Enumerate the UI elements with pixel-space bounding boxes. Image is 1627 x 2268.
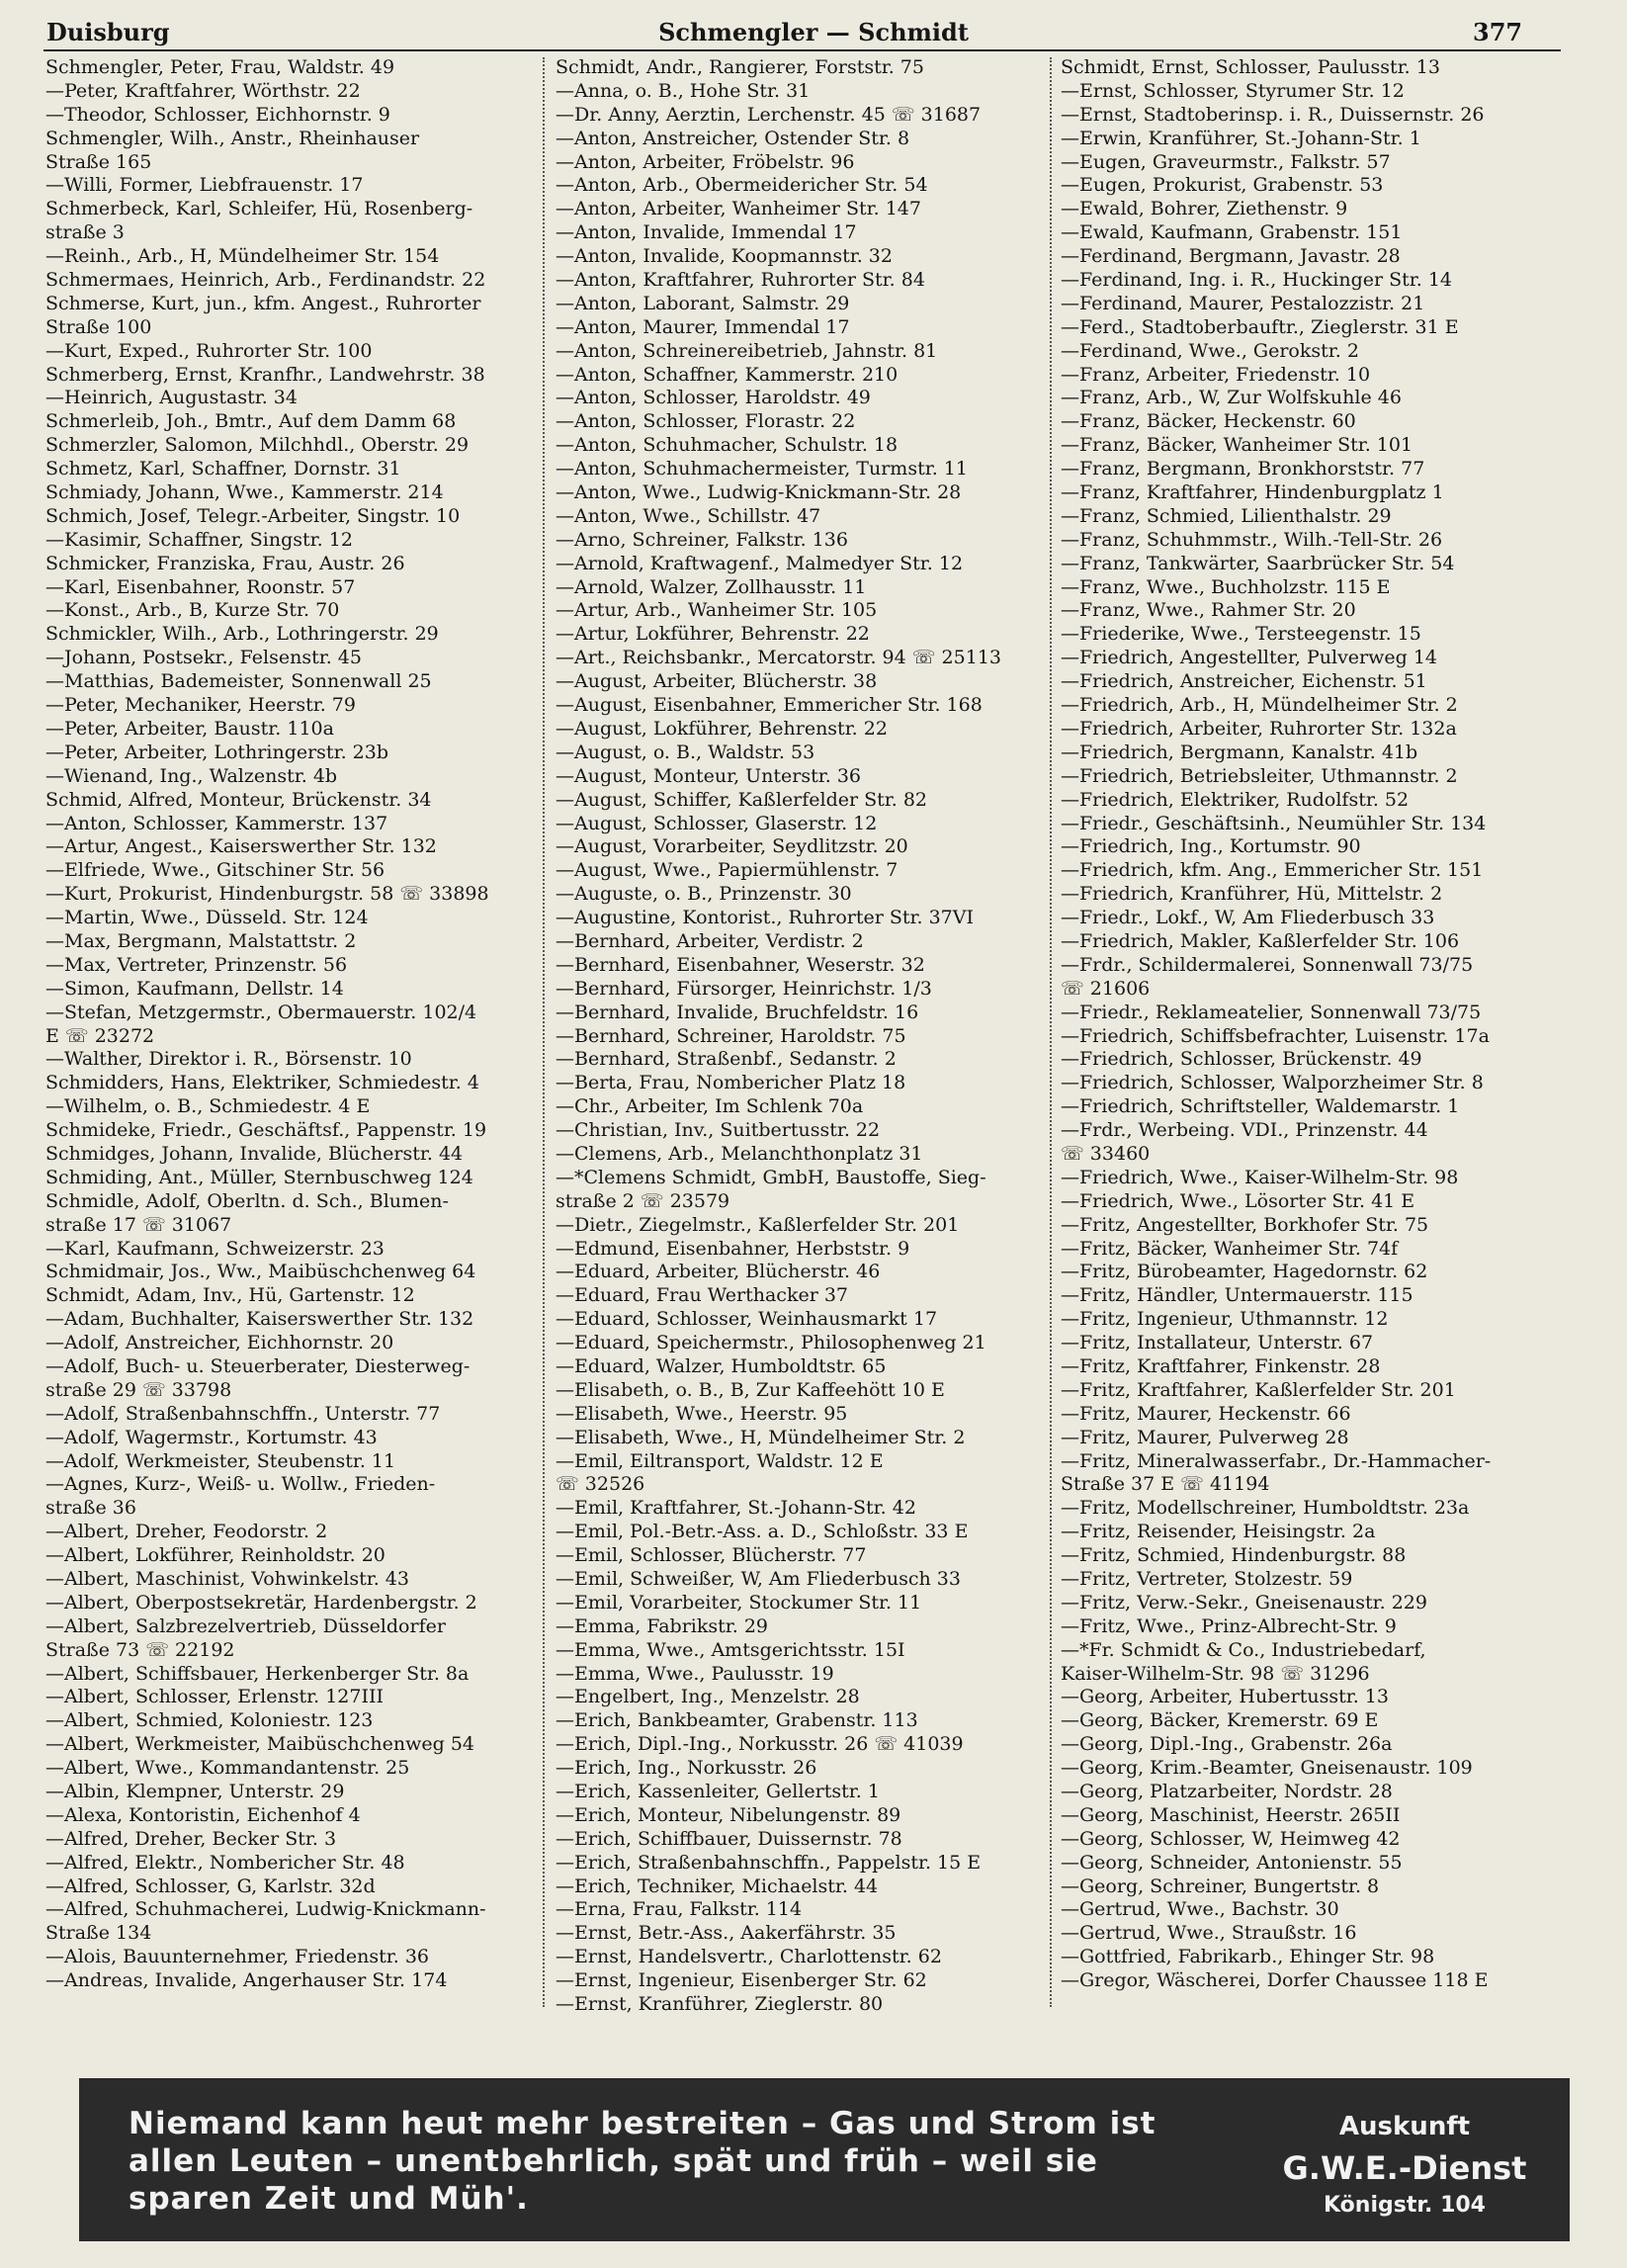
directory-entry: straße 3 (45, 221, 125, 244)
directory-entry: —Emil, Schlosser, Blücherstr. 77 (556, 1544, 867, 1567)
directory-entry: —Alfred, Dreher, Becker Str. 3 (45, 1827, 337, 1850)
directory-entry: —Wienand, Ing., Walzenstr. 4b (45, 764, 338, 787)
directory-entry: straße 29 ☏ 33798 (45, 1378, 232, 1401)
directory-entry: Schmerleib, Joh., Bmtr., Auf dem Damm 68 (45, 410, 457, 433)
directory-entry: —Gottfried, Fabrikarb., Ehinger Str. 98 (1061, 1946, 1435, 1968)
directory-entry: —Erich, Monteur, Nibelungenstr. 89 (556, 1803, 901, 1826)
directory-entry: Schmicker, Franziska, Frau, Austr. 26 (45, 552, 405, 574)
directory-entry: —Albert, Maschinist, Vohwinkelstr. 43 (45, 1568, 409, 1590)
directory-entry: —Franz, Arb., W, Zur Wolfskuhle 46 (1061, 387, 1402, 409)
directory-entry: —Albert, Schiffsbauer, Herkenberger Str. 8a (45, 1662, 470, 1685)
directory-entry: ☏ 33460 (1061, 1142, 1151, 1165)
directory-entry: Schmidle, Adolf, Oberltn. d. Sch., Blumen- (45, 1189, 449, 1212)
ad-slogan-line: allen Leuten – unentbehrlich, spät und früh – weil sie (128, 2143, 1098, 2179)
directory-entry: —August, Monteur, Unterstr. 36 (556, 764, 861, 787)
directory-entry: —Anton, Laborant, Salmstr. 29 (556, 292, 850, 314)
directory-entry: —Fritz, Wwe., Prinz-Albrecht-Str. 9 (1061, 1614, 1397, 1637)
directory-entry: —Friedrich, Schriftsteller, Waldemarstr. 1 (1061, 1095, 1460, 1118)
directory-entry: —August, o. B., Waldstr. 53 (556, 741, 815, 763)
directory-entry: —Alexa, Kontoristin, Eichenhof 4 (45, 1803, 361, 1826)
directory-entry: —Eduard, Arbeiter, Blücherstr. 46 (556, 1261, 881, 1283)
directory-entry: —Bernhard, Eisenbahner, Weserstr. 32 (556, 953, 925, 976)
column-2 (556, 56, 1050, 2017)
directory-entry: —Franz, Schmied, Lilienthalstr. 29 (1061, 504, 1392, 527)
directory-entry: —August, Eisenbahner, Emmericher Str. 168 (556, 694, 983, 717)
directory-entry: —Friedrich, Makler, Kaßlerfelder Str. 106 (1061, 929, 1460, 952)
directory-entry: Schmich, Josef, Telegr.-Arbeiter, Singstr. 10 (45, 504, 461, 527)
directory-entry: —Willi, Former, Liebfrauenstr. 17 (45, 174, 364, 197)
directory-entry: —Georg, Schneider, Antonienstr. 55 (1061, 1851, 1403, 1874)
directory-entry: —Elfriede, Wwe., Gitschiner Str. 56 (45, 859, 385, 882)
directory-entry: —Franz, Bäcker, Wanheimer Str. 101 (1061, 434, 1413, 457)
directory-entry: —Franz, Arbeiter, Friedenstr. 10 (1061, 363, 1371, 386)
directory-entry: —Georg, Dipl.-Ing., Grabenstr. 26a (1061, 1733, 1393, 1756)
directory-entry: —Georg, Platzarbeiter, Nordstr. 28 (1061, 1781, 1393, 1803)
directory-entry: —Erwin, Kranführer, St.-Johann-Str. 1 (1061, 127, 1421, 149)
directory-entry: —Anton, Arbeiter, Wanheimer Str. 147 (556, 198, 921, 220)
directory-entry: —Fritz, Händler, Untermauerstr. 115 (1061, 1284, 1413, 1307)
directory-entry: —Kurt, Prokurist, Hindenburgstr. 58 ☏ 33898 (45, 883, 489, 906)
directory-entry: —Peter, Arbeiter, Baustr. 110a (45, 717, 334, 740)
column-divider (543, 57, 546, 2007)
directory-entry: —Fritz, Kraftfahrer, Kaßlerfelder Str. 201 (1061, 1378, 1456, 1401)
directory-entry: straße 17 ☏ 31067 (45, 1213, 232, 1236)
directory-entry: Schmiding, Ant., Müller, Sternbuschweg 124 (45, 1166, 473, 1188)
directory-entry: —Franz, Kraftfahrer, Hindenburgplatz 1 (1061, 481, 1444, 504)
directory-entry: —Bernhard, Schreiner, Haroldstr. 75 (556, 1024, 906, 1047)
ad-slogan-line: Niemand kann heut mehr bestreiten – Gas und Strom ist (128, 2106, 1156, 2141)
directory-entry: —Arno, Schreiner, Falkstr. 136 (556, 528, 848, 551)
directory-entry: —Adolf, Buch- u. Steuerberater, Diesterweg- (45, 1354, 471, 1377)
directory-entry: Straße 165 (45, 150, 152, 173)
directory-entry: —Anton, Schreinereibetrieb, Jahnstr. 81 (556, 339, 938, 362)
directory-entry: —Friederike, Wwe., Tersteegenstr. 15 (1061, 623, 1421, 646)
directory-entry: —Emma, Wwe., Paulusstr. 19 (556, 1662, 834, 1685)
directory-entry: —Eduard, Speichermstr., Philosophenweg 21 (556, 1332, 986, 1354)
ad-address: Königstr. 104 (1324, 2193, 1486, 2218)
directory-entry: —Elisabeth, Wwe., H, Mündelheimer Str. 2 (556, 1426, 966, 1448)
directory-entry: —Alois, Bauunternehmer, Friedenstr. 36 (45, 1946, 430, 1968)
directory-entry: —Peter, Arbeiter, Lothringerstr. 23b (45, 741, 388, 763)
directory-entry: —Christian, Inv., Suitbertusstr. 22 (556, 1119, 881, 1142)
directory-entry: —Anton, Maurer, Immendal 17 (556, 315, 850, 338)
directory-entry: —Friedrich, Wwe., Lösorter Str. 41 E (1061, 1189, 1415, 1212)
directory-entry: Schmengler, Peter, Frau, Waldstr. 49 (45, 56, 395, 78)
directory-entry: Straße 37 E ☏ 41194 (1061, 1473, 1270, 1496)
directory-entry: —Ewald, Bohrer, Ziethenstr. 9 (1061, 198, 1348, 220)
directory-entry: —Dr. Anny, Aerztin, Lerchenstr. 45 ☏ 31687 (556, 103, 982, 126)
directory-entry: —Ferdinand, Ing. i. R., Huckinger Str. 14 (1061, 269, 1453, 292)
directory-entry: —Eduard, Schlosser, Weinhausmarkt 17 (556, 1308, 938, 1331)
directory-entry: —Ernst, Handelsvertr., Charlottenstr. 62 (556, 1946, 942, 1968)
directory-entry: —Fritz, Maurer, Heckenstr. 66 (1061, 1402, 1351, 1425)
directory-entry: Schmid, Alfred, Monteur, Brückenstr. 34 (45, 788, 432, 811)
directory-entry: —Gertrud, Wwe., Straußstr. 16 (1061, 1922, 1357, 1945)
directory-entry: —Karl, Kaufmann, Schweizerstr. 23 (45, 1237, 385, 1260)
directory-entry: —Eduard, Walzer, Humboldtstr. 65 (556, 1354, 887, 1377)
directory-entry: —Emil, Eiltransport, Waldstr. 12 E (556, 1449, 884, 1472)
directory-entry: —Elisabeth, Wwe., Heerstr. 95 (556, 1402, 848, 1425)
directory-entry: —Albert, Oberpostsekretär, Hardenbergstr. 2 (45, 1591, 477, 1614)
directory-entry: —Fritz, Bürobeamter, Hagedornstr. 62 (1061, 1261, 1428, 1283)
directory-entry: Schmetz, Karl, Schaffner, Dornstr. 31 (45, 458, 401, 480)
directory-entry: —Simon, Kaufmann, Dellstr. 14 (45, 977, 344, 1000)
directory-entry: —Stefan, Metzgermstr., Obermauerstr. 102/4 (45, 1001, 477, 1023)
directory-entry: —Artur, Angest., Kaiserswerther Str. 132 (45, 835, 437, 858)
directory-entry: —Ewald, Kaufmann, Grabenstr. 151 (1061, 221, 1403, 244)
directory-entry: —Gertrud, Wwe., Bachstr. 30 (1061, 1898, 1339, 1921)
directory-entry: Schmengler, Wilh., Anstr., Rheinhauser (45, 127, 420, 149)
directory-entry: —Fritz, Modellschreiner, Humboldtstr. 23a (1061, 1497, 1470, 1520)
directory-entry: —Georg, Schreiner, Bungertstr. 8 (1061, 1875, 1380, 1897)
directory-entry: —August, Schlosser, Glaserstr. 12 (556, 812, 878, 834)
directory-entry: —Friedrich, Arb., H, Mündelheimer Str. 2 (1061, 694, 1458, 717)
directory-entry: Schmerzler, Salomon, Milchhdl., Oberstr. 29 (45, 434, 470, 457)
directory-entry: —Karl, Eisenbahner, Roonstr. 57 (45, 575, 356, 598)
directory-entry: —Fritz, Kraftfahrer, Finkenstr. 28 (1061, 1354, 1381, 1377)
directory-entry: Schmidt, Andr., Rangierer, Forststr. 75 (556, 56, 924, 78)
directory-entry: —Georg, Arbeiter, Hubertusstr. 13 (1061, 1686, 1389, 1708)
directory-entry: —Ernst, Betr.-Ass., Aakerfährstr. 35 (556, 1922, 897, 1945)
directory-entry: —Fritz, Bäcker, Wanheimer Str. 74f (1061, 1237, 1399, 1260)
page-number: 377 (1473, 18, 1523, 46)
directory-entry: —August, Lokführer, Behrenstr. 22 (556, 717, 888, 740)
directory-entry: —Emil, Pol.-Betr.-Ass. a. D., Schloßstr. 33 E (556, 1521, 969, 1543)
directory-entry: —Engelbert, Ing., Menzelstr. 28 (556, 1686, 860, 1708)
directory-entry: —Fritz, Verw.-Sekr., Gneisenaustr. 229 (1061, 1591, 1427, 1614)
directory-entry: —Andreas, Invalide, Angerhauser Str. 174 (45, 1969, 448, 1992)
directory-entry: —Albert, Schlosser, Erlenstr. 127III (45, 1686, 384, 1708)
directory-entry: —Adam, Buchhalter, Kaiserswerther Str. 132 (45, 1308, 474, 1331)
directory-entry: ☏ 32526 (556, 1473, 645, 1496)
directory-entry: Schmidt, Ernst, Schlosser, Paulusstr. 13 (1061, 56, 1440, 78)
directory-entry: —Anton, Invalide, Koopmannstr. 32 (556, 245, 893, 268)
directory-entry: —August, Schiffer, Kaßlerfelder Str. 82 (556, 788, 928, 811)
directory-entry: —Friedrich, Schiffsbefrachter, Luisenstr. 17a (1061, 1024, 1490, 1047)
directory-entry: —Eduard, Frau Werthacker 37 (556, 1284, 848, 1307)
directory-entry: —Augustine, Kontorist., Ruhrorter Str. 37VI (556, 907, 974, 929)
directory-entry: —Ernst, Ingenieur, Eisenberger Str. 62 (556, 1969, 927, 1992)
column-divider (1050, 57, 1053, 2007)
directory-entry: —August, Wwe., Papiermühlenstr. 7 (556, 859, 899, 882)
directory-entry: —Alfred, Schlosser, G, Karlstr. 32d (45, 1875, 376, 1897)
directory-entry: —Anna, o. B., Hohe Str. 31 (556, 79, 811, 102)
directory-entry: —Agnes, Kurz-, Weiß- u. Wollw., Frieden- (45, 1473, 436, 1496)
directory-entry: —Reinh., Arb., H, Mündelheimer Str. 154 (45, 245, 440, 268)
directory-entry: Schmidmair, Jos., Ww., Maibüschchenweg 64 (45, 1261, 476, 1283)
directory-entry: —Peter, Mechaniker, Heerstr. 79 (45, 694, 356, 717)
directory-entry: —Chr., Arbeiter, Im Schlenk 70a (556, 1095, 864, 1118)
directory-entry: —Friedrich, Schlosser, Walporzheimer Str. 8 (1061, 1072, 1484, 1094)
directory-entry: —Friedrich, Schlosser, Brückenstr. 49 (1061, 1048, 1422, 1071)
directory-entry: —Friedrich, Anstreicher, Eichenstr. 51 (1061, 670, 1427, 693)
directory-entry: —Anton, Anstreicher, Ostender Str. 8 (556, 127, 910, 149)
directory-entry: —Arnold, Kraftwagenf., Malmedyer Str. 12 (556, 552, 964, 574)
city-header: Duisburg (46, 18, 170, 46)
directory-entry: —Friedr., Geschäftsinh., Neumühler Str. 134 (1061, 812, 1487, 834)
directory-entry: —Edmund, Eisenbahner, Herbststr. 9 (556, 1237, 910, 1260)
directory-entry: —Alfred, Schuhmacherei, Ludwig-Knickmann- (45, 1898, 486, 1921)
directory-entry: —Friedrich, Ing., Kortumstr. 90 (1061, 835, 1361, 858)
directory-entry: Straße 73 ☏ 22192 (45, 1638, 235, 1661)
directory-entry: E ☏ 23272 (45, 1024, 155, 1047)
directory-entry: —Friedr., Reklameatelier, Sonnenwall 73/75 (1061, 1001, 1482, 1023)
directory-entry: —Alfred, Elektr., Nombericher Str. 48 (45, 1851, 405, 1874)
directory-entry: —*Clemens Schmidt, GmbH, Baustoffe, Sieg- (556, 1166, 986, 1188)
ad-service-name: G.W.E.-Dienst (1282, 2149, 1527, 2187)
directory-entry: straße 36 (45, 1497, 136, 1520)
directory-entry: —Franz, Schuhmmstr., Wilh.-Tell-Str. 26 (1061, 528, 1443, 551)
column-1 (45, 56, 540, 1993)
directory-entry: Schmerberg, Ernst, Kranfhr., Landwehrstr. 38 (45, 363, 485, 386)
directory-entry: —Adolf, Werkmeister, Steubenstr. 11 (45, 1449, 396, 1472)
directory-entry: —Martin, Wwe., Düsseld. Str. 124 (45, 907, 369, 929)
directory-entry: —Fritz, Angestellter, Borkhofer Str. 75 (1061, 1213, 1429, 1236)
directory-entry: —Fritz, Schmied, Hindenburgstr. 88 (1061, 1544, 1407, 1567)
directory-entry: —Ferdinand, Maurer, Pestalozzistr. 21 (1061, 292, 1425, 314)
directory-entry: —Albert, Wwe., Kommandantenstr. 25 (45, 1757, 410, 1780)
directory-entry: Schmidt, Adam, Inv., Hü, Gartenstr. 12 (45, 1284, 415, 1307)
directory-entry: —Art., Reichsbankr., Mercatorstr. 94 ☏ 25113 (556, 647, 1001, 669)
directory-entry: —Eugen, Graveurmstr., Falkstr. 57 (1061, 150, 1391, 173)
directory-entry: —Albert, Schmied, Koloniestr. 123 (45, 1709, 374, 1732)
directory-entry: —Fritz, Installateur, Unterstr. 67 (1061, 1332, 1374, 1354)
directory-entry: —August, Arbeiter, Blücherstr. 38 (556, 670, 878, 693)
directory-entry: —Eugen, Prokurist, Grabenstr. 53 (1061, 174, 1384, 197)
directory-entry: —Friedrich, Elektriker, Rudolfstr. 52 (1061, 788, 1410, 811)
directory-entry: —Anton, Schuhmacher, Schulstr. 18 (556, 434, 899, 457)
directory-entry: —Anton, Wwe., Schillstr. 47 (556, 504, 821, 527)
directory-entry: —Erna, Frau, Falkstr. 114 (556, 1898, 803, 1921)
directory-entry: —Fritz, Mineralwasserfabr., Dr.-Hammacher- (1061, 1449, 1492, 1472)
directory-entry: straße 2 ☏ 23579 (556, 1189, 730, 1212)
directory-entry: —Friedrich, Angestellter, Pulverweg 14 (1061, 647, 1438, 669)
directory-entry: —Artur, Lokführer, Behrenstr. 22 (556, 623, 870, 646)
directory-entry: —Anton, Invalide, Immendal 17 (556, 221, 857, 244)
directory-entry: —Erich, Ing., Norkusstr. 26 (556, 1757, 817, 1780)
directory-entry: —Anton, Schaffner, Kammerstr. 210 (556, 363, 899, 386)
directory-entry: —Ferdinand, Bergmann, Javastr. 28 (1061, 245, 1401, 268)
directory-entry: —Fritz, Ingenieur, Uthmannstr. 12 (1061, 1308, 1389, 1331)
directory-entry: Schmickler, Wilh., Arb., Lothringerstr. 29 (45, 623, 439, 646)
directory-entry: —Ferdinand, Wwe., Gerokstr. 2 (1061, 339, 1359, 362)
directory-entry: —Adolf, Straßenbahnschffn., Unterstr. 77 (45, 1402, 441, 1425)
directory-entry: —Fritz, Maurer, Pulverweg 28 (1061, 1426, 1349, 1448)
directory-entry: Kaiser-Wilhelm-Str. 98 ☏ 31296 (1061, 1662, 1370, 1685)
directory-entry: —Kasimir, Schaffner, Singstr. 12 (45, 528, 353, 551)
directory-entry: —Bernhard, Arbeiter, Verdistr. 2 (556, 929, 864, 952)
directory-entry: —Albert, Dreher, Feodorstr. 2 (45, 1521, 328, 1543)
directory-entry: —Emil, Kraftfahrer, St.-Johann-Str. 42 (556, 1497, 916, 1520)
directory-entry: —Fritz, Reisender, Heisingstr. 2a (1061, 1521, 1376, 1543)
directory-entry: —Elisabeth, o. B., B, Zur Kaffeehött 10 E (556, 1378, 945, 1401)
directory-entry: —Erich, Techniker, Michaelstr. 44 (556, 1875, 879, 1897)
directory-entry: —Kurt, Exped., Ruhrorter Str. 100 (45, 339, 373, 362)
directory-entry: —Franz, Bäcker, Heckenstr. 60 (1061, 410, 1356, 433)
range-header: Schmengler — Schmidt (658, 18, 969, 46)
ad-slogan-line: sparen Zeit und Müh'. (128, 2181, 529, 2217)
directory-entry: —Friedrich, Wwe., Kaiser-Wilhelm-Str. 98 (1061, 1166, 1459, 1188)
directory-entry: —Ernst, Stadtoberinsp. i. R., Duissernstr. 26 (1061, 103, 1485, 126)
directory-entry: —Theodor, Schlosser, Eichhornstr. 9 (45, 103, 390, 126)
directory-entry: —Friedrich, Bergmann, Kanalstr. 41b (1061, 741, 1418, 763)
directory-entry: —Arnold, Walzer, Zollhausstr. 11 (556, 575, 867, 598)
directory-entry: —Ernst, Kranführer, Zieglerstr. 80 (556, 1993, 884, 2016)
directory-entry: —Erich, Schiffbauer, Duissernstr. 78 (556, 1827, 902, 1850)
directory-entry: —Gregor, Wäscherei, Dorfer Chaussee 118 E (1061, 1969, 1489, 1992)
directory-entry: —*Fr. Schmidt & Co., Industriebedarf, (1061, 1638, 1426, 1661)
directory-entry: —Georg, Maschinist, Heerstr. 265II (1061, 1803, 1401, 1826)
directory-entry: —Adolf, Wagermstr., Kortumstr. 43 (45, 1426, 378, 1448)
directory-entry: —Friedrich, Arbeiter, Ruhrorter Str. 132a (1061, 717, 1457, 740)
directory-entry: —Berta, Frau, Nombericher Platz 18 (556, 1072, 906, 1094)
directory-entry: —Anton, Schuhmachermeister, Turmstr. 11 (556, 458, 968, 480)
directory-entry: —Franz, Wwe., Buchholzstr. 115 E (1061, 575, 1391, 598)
directory-entry: —Dietr., Ziegelmstr., Kaßlerfelder Str. 201 (556, 1213, 960, 1236)
directory-entry: —Anton, Wwe., Ludwig-Knickmann-Str. 28 (556, 481, 962, 504)
directory-entry: —Auguste, o. B., Prinzenstr. 30 (556, 883, 852, 906)
directory-entry: —Albert, Werkmeister, Maibüschchenweg 54 (45, 1733, 474, 1756)
directory-entry: —Ferd., Stadtoberbauftr., Zieglerstr. 31 E (1061, 315, 1459, 338)
directory-entry: Straße 134 (45, 1922, 152, 1945)
directory-entry: —Frdr., Schildermalerei, Sonnenwall 73/75 (1061, 953, 1474, 976)
directory-entry: —Johann, Postsekr., Felsenstr. 45 (45, 647, 362, 669)
directory-entry: —Erich, Straßenbahnschffn., Pappelstr. 15 E (556, 1851, 982, 1874)
directory-entry: —Clemens, Arb., Melanchthonplatz 31 (556, 1142, 923, 1165)
directory-entry: Schmerse, Kurt, jun., kfm. Angest., Ruhrorter (45, 292, 481, 314)
directory-entry: —Anton, Arbeiter, Fröbelstr. 96 (556, 150, 855, 173)
directory-entry: —Bernhard, Invalide, Bruchfeldstr. 16 (556, 1001, 919, 1023)
directory-entry: —Albert, Lokführer, Reinholdstr. 20 (45, 1544, 385, 1567)
directory-entry: —Erich, Bankbeamter, Grabenstr. 113 (556, 1709, 918, 1732)
directory-entry: Straße 100 (45, 315, 152, 338)
directory-entry: —Albin, Klempner, Unterstr. 29 (45, 1781, 345, 1803)
directory-entry: —Franz, Bergmann, Bronkhorststr. 77 (1061, 458, 1425, 480)
directory-entry: —Emil, Vorarbeiter, Stockumer Str. 11 (556, 1591, 922, 1614)
directory-entry: Schmerbeck, Karl, Schleifer, Hü, Rosenberg- (45, 198, 473, 220)
directory-entry: Schmideke, Friedr., Geschäftsf., Pappenstr. 19 (45, 1119, 487, 1142)
directory-entry: —Friedrich, Betriebsleiter, Uthmannstr. 2 (1061, 764, 1458, 787)
directory-entry: —Anton, Schlosser, Kammerstr. 137 (45, 812, 388, 834)
directory-entry: —Wilhelm, o. B., Schmiedestr. 4 E (45, 1095, 371, 1118)
directory-entry: Schmiady, Johann, Wwe., Kammerstr. 214 (45, 481, 444, 504)
directory-entry: —Emma, Fabrikstr. 29 (556, 1614, 769, 1637)
directory-entry: —Ernst, Schlosser, Styrumer Str. 12 (1061, 79, 1405, 102)
directory-entry: —Artur, Arb., Wanheimer Str. 105 (556, 599, 878, 622)
directory-entry: —Friedrich, Kranführer, Hü, Mittelstr. 2 (1061, 883, 1443, 906)
directory-entry: ☏ 21606 (1061, 977, 1151, 1000)
directory-entry: Schmidders, Hans, Elektriker, Schmiedestr. 4 (45, 1072, 479, 1094)
directory-entry: —Walther, Direktor i. R., Börsenstr. 10 (45, 1048, 412, 1071)
directory-entry: —Franz, Tankwärter, Saarbrücker Str. 54 (1061, 552, 1455, 574)
directory-entry: Schmermaes, Heinrich, Arb., Ferdinandstr. 22 (45, 269, 486, 292)
directory-entry: —Bernhard, Straßenbf., Sedanstr. 2 (556, 1048, 897, 1071)
ad-info-label: Auskunft (1338, 2112, 1471, 2141)
directory-entry: —Georg, Krim.-Beamter, Gneisenaustr. 109 (1061, 1757, 1473, 1780)
advertisement-banner (79, 2078, 1570, 2241)
directory-entry: —Franz, Wwe., Rahmer Str. 20 (1061, 599, 1356, 622)
directory-entry: —August, Vorarbeiter, Seydlitzstr. 20 (556, 835, 908, 858)
directory-entry: —Matthias, Bademeister, Sonnenwall 25 (45, 670, 432, 693)
directory-entry: —Max, Vertreter, Prinzenstr. 56 (45, 953, 348, 976)
directory-entry: —Adolf, Anstreicher, Eichhornstr. 20 (45, 1332, 394, 1354)
directory-entry: —Anton, Schlosser, Haroldstr. 49 (556, 387, 871, 409)
directory-entry: —Albert, Salzbrezelvertrieb, Düsseldorfer (45, 1614, 446, 1637)
directory-entry: —Frdr., Werbeing. VDI., Prinzenstr. 44 (1061, 1119, 1428, 1142)
directory-entry: —Bernhard, Fürsorger, Heinrichstr. 1/3 (556, 977, 932, 1000)
directory-entry: —Anton, Arb., Obermeidericher Str. 54 (556, 174, 928, 197)
directory-entry: —Erich, Dipl.-Ing., Norkusstr. 26 ☏ 41039 (556, 1733, 964, 1756)
directory-entry: —Peter, Kraftfahrer, Wörthstr. 22 (45, 79, 361, 102)
directory-entry: —Max, Bergmann, Malstattstr. 2 (45, 929, 357, 952)
directory-entry: Schmidges, Johann, Invalide, Blücherstr. 44 (45, 1142, 464, 1165)
column-3 (1061, 56, 1555, 1993)
directory-entry: —Konst., Arb., B, Kurze Str. 70 (45, 599, 340, 622)
directory-entry: —Friedrich, kfm. Ang., Emmericher Str. 151 (1061, 859, 1484, 882)
directory-entry: —Heinrich, Augustastr. 34 (45, 387, 298, 409)
directory-entry: —Anton, Schlosser, Florastr. 22 (556, 410, 856, 433)
directory-entry: —Fritz, Vertreter, Stolzestr. 59 (1061, 1568, 1353, 1590)
directory-entry: —Georg, Schlosser, W, Heimweg 42 (1061, 1827, 1401, 1850)
directory-entry: —Anton, Kraftfahrer, Ruhrorter Str. 84 (556, 269, 925, 292)
directory-entry: —Friedr., Lokf., W, Am Fliederbusch 33 (1061, 907, 1435, 929)
directory-entry: —Emma, Wwe., Amtsgerichtsstr. 15I (556, 1638, 905, 1661)
header-rule (43, 49, 1561, 51)
directory-entry: —Georg, Bäcker, Kremerstr. 69 E (1061, 1709, 1379, 1732)
directory-entry: —Erich, Kassenleiter, Gellertstr. 1 (556, 1781, 880, 1803)
directory-entry: —Emil, Schweißer, W, Am Fliederbusch 33 (556, 1568, 961, 1590)
